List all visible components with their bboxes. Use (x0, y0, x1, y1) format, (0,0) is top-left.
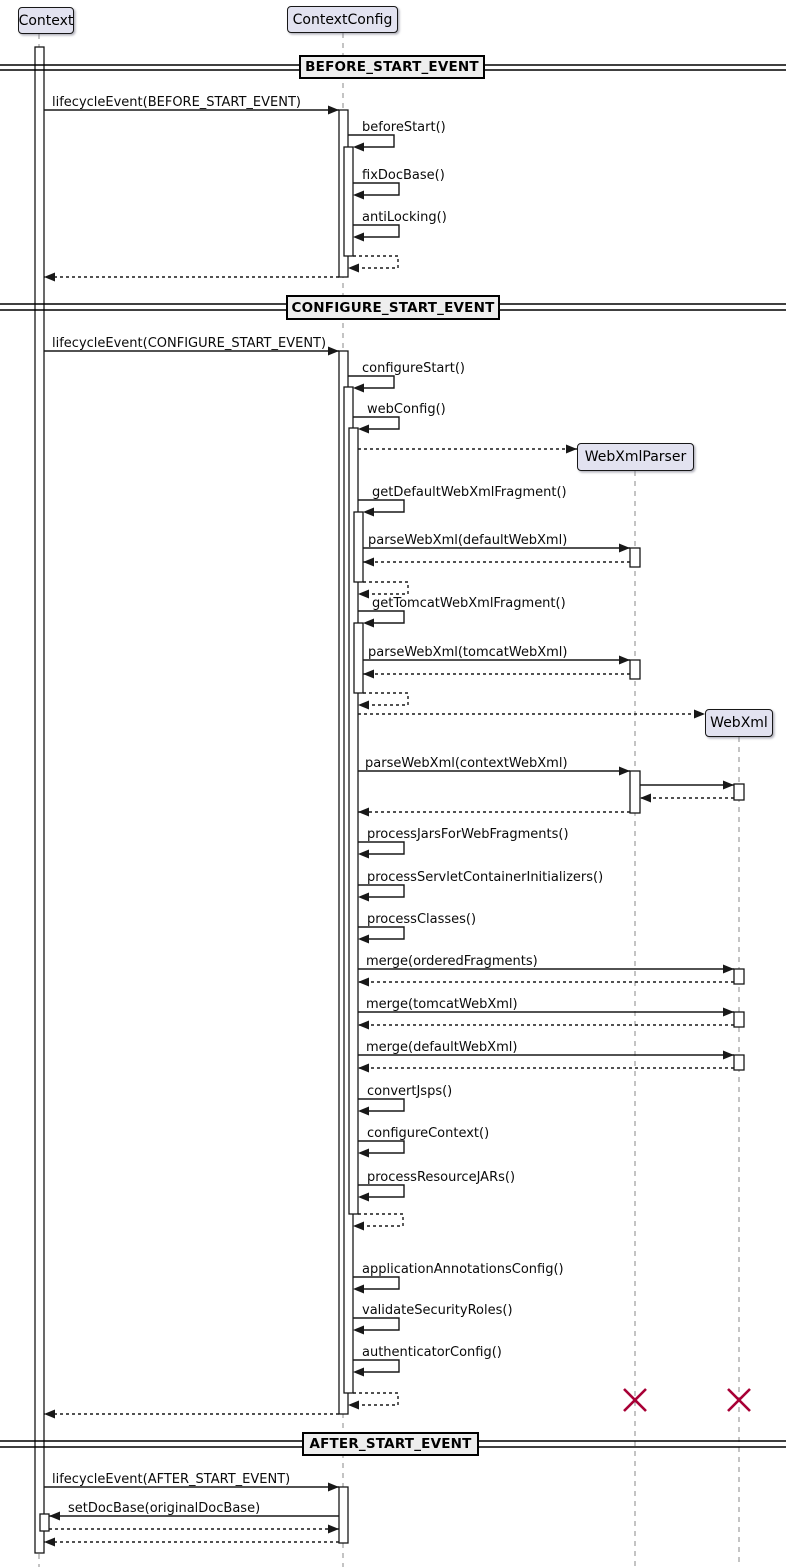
activation-bar-contextconfig (344, 147, 353, 256)
self-call-gettomcatwebxmlfragment (358, 611, 404, 623)
label-processresourcejars: processResourceJARs() (367, 1170, 516, 1185)
return-arrow-arrowhead (640, 794, 651, 803)
activation-bar-webxml (734, 784, 744, 800)
self-return (353, 256, 398, 268)
label-validatesecurityroles: validateSecurityRoles() (362, 1303, 513, 1318)
self-call-configurestart-arrowhead (353, 384, 364, 393)
label-lifecycleevent-after-start-event: lifecycleEvent(AFTER_START_EVENT) (52, 1472, 291, 1487)
self-call-authenticatorconfig-arrowhead (353, 1368, 364, 1377)
return-arrow-arrowhead (363, 670, 374, 679)
activation-bar-webxml (734, 969, 744, 984)
self-call-processservletcontainerinitializers-arrowhead (358, 893, 369, 902)
self-return-arrowhead (358, 701, 369, 710)
participant-box-webxml: WebXml (705, 709, 773, 737)
self-call-beforestart (348, 135, 394, 147)
self-return (358, 1214, 403, 1226)
self-call-fixdocbase-arrowhead (353, 191, 364, 200)
label-merge-orderedfragments: merge(orderedFragments) (366, 954, 538, 969)
self-call-convertjsps-arrowhead (358, 1107, 369, 1116)
label-fixdocbase: fixDocBase() (362, 168, 445, 183)
label-convertjsps: convertJsps() (367, 1084, 453, 1099)
label-merge-defaultwebxml: merge(defaultWebXml) (366, 1040, 518, 1055)
self-call-webconfig (353, 417, 399, 429)
activation-bar-context (35, 47, 44, 1553)
label-webconfig: webConfig() (367, 402, 446, 417)
self-call-applicationannotationsconfig-arrowhead (353, 1285, 364, 1294)
participant-box-webxmlparser: WebXmlParser (577, 443, 694, 471)
self-return (353, 1393, 398, 1405)
self-call-configurestart (348, 376, 394, 388)
return-arrow-arrowhead (363, 558, 374, 567)
label-antilocking: antiLocking() (362, 210, 447, 225)
label-lifecycleevent-before-start-event: lifecycleEvent(BEFORE_START_EVENT) (52, 95, 301, 110)
self-call-webconfig-arrowhead (358, 425, 369, 434)
activation-bar-webxmlparser (630, 660, 640, 679)
self-call-processresourcejars-arrowhead (358, 1193, 369, 1202)
self-call-processjarsforwebfragments-arrowhead (358, 850, 369, 859)
return-arrow-arrowhead (358, 978, 369, 987)
message-parsewebxml-defaultwebxml-arrowhead (619, 544, 630, 553)
label-beforestart: beforeStart() (362, 120, 446, 135)
message-lifecycleevent-configure-start-event-arrowhead (328, 347, 339, 356)
return-arrow-arrowhead (44, 273, 55, 282)
label-parsewebxml-contextwebxml: parseWebXml(contextWebXml) (365, 756, 568, 771)
divider-after-start-event: AFTER_START_EVENT (302, 1432, 479, 1456)
return-arrow-arrowhead (44, 1538, 55, 1547)
activation-bar-webxml (734, 1012, 744, 1027)
self-call-getdefaultwebxmlfragment (358, 500, 404, 512)
label-authenticatorconfig: authenticatorConfig() (362, 1345, 502, 1360)
label-getdefaultwebxmlfragment: getDefaultWebXmlFragment() (372, 485, 567, 500)
return-arrow-arrowhead (44, 1410, 55, 1419)
activation-bar-webxml (734, 1055, 744, 1070)
divider-before-start-event: BEFORE_START_EVENT (299, 55, 485, 79)
activation-bar-context (40, 1514, 49, 1531)
create-webxml-arrow-arrowhead (694, 710, 705, 719)
activation-bar-contextconfig (339, 1487, 348, 1543)
message-parsewebxml-tomcatwebxml-arrowhead (619, 656, 630, 665)
self-return (363, 582, 408, 594)
self-return-arrowhead (358, 590, 369, 599)
label-parsewebxml-tomcatwebxml: parseWebXml(tomcatWebXml) (368, 645, 568, 660)
message-merge-orderedfragments-arrowhead (723, 965, 734, 974)
message-merge-defaultwebxml-arrowhead (723, 1051, 734, 1060)
self-return (363, 693, 408, 705)
self-call-getdefaultwebxmlfragment-arrowhead (363, 508, 374, 517)
message-parsewebxml-contextwebxml-arrowhead (619, 767, 630, 776)
label-applicationannotationsconfig: applicationAnnotationsConfig() (362, 1262, 564, 1277)
divider-configure-start-event: CONFIGURE_START_EVENT (286, 295, 500, 320)
label-parsewebxml-defaultwebxml: parseWebXml(defaultWebXml) (368, 533, 568, 548)
create-webxmlparser-arrow-arrowhead (566, 445, 577, 454)
activation-bar-webxmlparser (630, 548, 640, 567)
message-setdocbase-originaldocbase-arrowhead (49, 1512, 60, 1521)
self-call-configurecontext-arrowhead (358, 1149, 369, 1158)
return-arrow-arrowhead (358, 1064, 369, 1073)
label-processservletcontainerinitializers: processServletContainerInitializers() (367, 870, 604, 885)
self-return-arrowhead (348, 1401, 359, 1410)
label-merge-tomcatwebxml: merge(tomcatWebXml) (366, 997, 518, 1012)
self-call-antilocking-arrowhead (353, 233, 364, 242)
return-arrow-arrowhead (358, 808, 369, 817)
label-gettomcatwebxmlfragment: getTomcatWebXmlFragment() (372, 596, 566, 611)
activation-bar-webxmlparser (630, 771, 640, 813)
activation-bar-contextconfig (354, 512, 363, 582)
return-arrow-arrowhead (328, 1525, 339, 1534)
message-lifecycleevent-after-start-event-arrowhead (328, 1483, 339, 1492)
self-call-processclasses-arrowhead (358, 935, 369, 944)
self-return-arrowhead (348, 264, 359, 273)
self-call-gettomcatwebxmlfragment-arrowhead (363, 619, 374, 628)
label-configurecontext: configureContext() (367, 1126, 490, 1141)
self-return-arrowhead (353, 1222, 364, 1231)
message-lifecycleevent-before-start-event-arrowhead (328, 106, 339, 115)
label-lifecycleevent-configure-start-event: lifecycleEvent(CONFIGURE_START_EVENT) (52, 336, 327, 351)
return-arrow-arrowhead (723, 781, 734, 790)
activation-bar-contextconfig (354, 623, 363, 693)
self-call-validatesecurityroles-arrowhead (353, 1326, 364, 1335)
label-processjarsforwebfragments: processJarsForWebFragments() (367, 827, 569, 842)
participant-box-contextconfig: ContextConfig (287, 6, 398, 33)
participant-box-context: Context (18, 7, 74, 34)
message-merge-tomcatwebxml-arrowhead (723, 1008, 734, 1017)
label-setdocbase-originaldocbase: setDocBase(originalDocBase) (68, 1501, 261, 1516)
self-call-beforestart-arrowhead (353, 143, 364, 152)
return-arrow-arrowhead (358, 1021, 369, 1030)
label-processclasses: processClasses() (367, 912, 477, 927)
label-configurestart: configureStart() (362, 361, 465, 376)
